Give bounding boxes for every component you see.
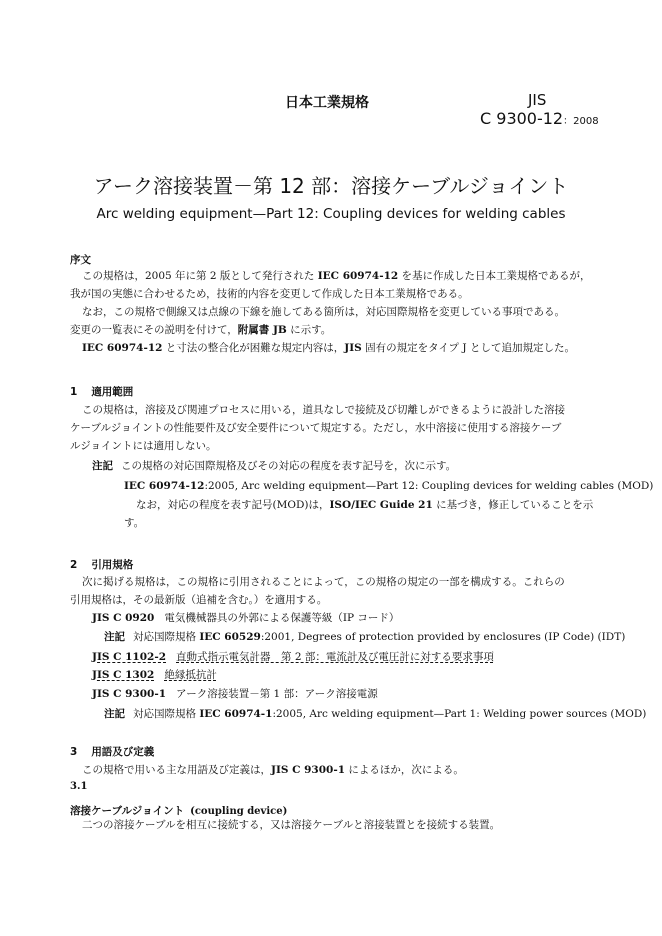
ref-jis-c-1102-2 [92, 649, 494, 665]
standard-code: JIS C 9300-1 [92, 688, 167, 700]
section-3-heading [70, 744, 154, 759]
text-run: この規格で用いる主な用語及び定義は， [82, 764, 271, 776]
section-1-intl-ref [124, 478, 653, 494]
standard-ref: IEC 60974-1 [199, 708, 273, 720]
foreword-p1-line2: 我が国の実態に合わせるため，技術的内容を変更して作成した日本工業規格である。 [70, 288, 469, 300]
foreword-p1-line1 [82, 268, 591, 284]
text-run: :2005, Arc welding equipment—Part 1: Welding power sources (MOD) [272, 708, 647, 720]
section-1-heading [70, 384, 133, 399]
text-run: に示す。 [286, 324, 332, 336]
text-run: に基づき，修正していることを示 [432, 499, 594, 511]
foreword-heading: 序文 [70, 254, 91, 266]
foreword-p2-line2 [70, 322, 331, 338]
guide-ref: ISO/IEC Guide 21 [329, 499, 433, 511]
note-label: 注記 [92, 460, 113, 472]
section-title: 用語及び定義 [91, 746, 155, 758]
term-jp: 溶接ケーブルジョイント [70, 805, 185, 817]
text-run: を基に作成した日本工業規格であるが， [398, 270, 591, 282]
standard-title: 電気機械器具の外郭による保護等級（IP コード） [164, 612, 400, 624]
standard-ref: IEC 60974-12 [317, 270, 399, 282]
section-title: 適用範囲 [91, 386, 134, 398]
standard-type-label: 日本工業規格 [285, 95, 369, 111]
standard-number: C 9300-12 [480, 109, 564, 128]
term-definition: 二つの溶接ケーブルを相互に接続する，又は溶接ケーブルと溶接装置とを接続する装置。 [82, 819, 501, 831]
section-1-mod-line1 [136, 497, 593, 513]
foreword-p2-line1: なお，この規格で側線又は点線の下線を施してある箇所は，対応国際規格を変更している事項である。 [82, 306, 565, 318]
text-run: :2001, Degrees of protection provided by enclosures (IP Code) (IDT) [260, 631, 626, 643]
section-1-line1: この規格は，溶接及び関連プロセスに用いる，道具なしで接続及び切離しができるように設計した溶接 [82, 404, 565, 416]
section-number: 3 [70, 746, 78, 758]
jis-label: JIS [528, 91, 547, 109]
standard-ref: IEC 60529 [199, 631, 261, 643]
section-title: 引用規格 [91, 559, 134, 571]
text-run: この規格は，2005 年に第 2 版として発行された [82, 270, 318, 282]
section-3-line1 [82, 762, 464, 778]
standard-title: 直動式指示電気計器 第 2 部：電流計及び電圧計に対する要求事項 [176, 651, 494, 663]
text-run: と寸法の整合化が困難な規定内容は， [162, 342, 345, 354]
standard-title: アーク溶接装置－第 1 部：アーク溶接電源 [176, 688, 378, 700]
note-label: 注記 [104, 708, 125, 720]
document-title-jp: アーク溶接装置－第 12 部：溶接ケーブルジョイント [93, 174, 569, 198]
section-number: 2 [70, 559, 78, 571]
section-1-line3: ルジョイントには適用しない。 [70, 440, 217, 452]
section-2-heading [70, 557, 133, 572]
annex-ref: 附属書 JB [237, 324, 287, 336]
text-run: によるほか，次による。 [345, 764, 464, 776]
standard-ref: IEC 60974-12 [124, 480, 205, 492]
text-run: :2005, Arc welding equipment—Part 12: Coupling devices for welding cables (MOD) [204, 480, 654, 492]
ref-jis-c-9300-1 [92, 686, 378, 702]
section-1-mod-line2: す。 [124, 517, 145, 529]
term-heading [70, 799, 287, 818]
jis-ref: JIS [344, 342, 362, 354]
section-2-line2: 引用規格は，その最新版（追補を含む。）を適用する。 [70, 594, 328, 606]
note-text: この規格の対応国際規格及びその対応の程度を表す記号を，次に示す。 [121, 460, 457, 472]
term-en: (coupling device) [190, 806, 288, 817]
text-run: 固有の規定をタイプ J として追加規定した。 [361, 342, 575, 354]
text-run: 変更の一覧表にその説明を付けて， [70, 324, 238, 336]
document-title-en: Arc welding equipment—Part 12: Coupling devices for welding cables [96, 206, 566, 222]
text-run: 対応国際規格 [133, 631, 200, 643]
standard-year: ：2008 [563, 116, 599, 127]
standard-ref: IEC 60974-12 [82, 342, 163, 354]
standard-code: JIS C 0920 [92, 612, 155, 624]
ref-jis-c-0920-note [104, 629, 625, 645]
section-1-line2: ケーブルジョイントの性能要件及び安全要件について規定する。ただし，水中溶接に使用する溶接ケーブ [70, 422, 562, 434]
section-2-line1: 次に掲げる規格は，この規格に引用されることによって，この規格の規定の一部を構成する。これらの [82, 576, 565, 588]
ref-jis-c-9300-1-note [104, 706, 646, 722]
note-label: 注記 [104, 631, 125, 643]
section-1-note [92, 458, 456, 474]
ref-jis-c-0920 [92, 610, 399, 626]
text-run: 対応国際規格 [133, 708, 200, 720]
section-number: 1 [70, 386, 78, 398]
text-run: なお，対応の程度を表す記号(MOD)は， [136, 499, 330, 511]
standard-ref: JIS C 9300-1 [271, 764, 346, 776]
subsection-3-1-number: 3.1 [70, 781, 88, 792]
standard-title: 絶縁抵抗計 [164, 669, 217, 681]
standard-code: JIS C 1302 [92, 669, 155, 681]
foreword-p3 [82, 340, 575, 356]
standard-code: JIS C 1102-2 [92, 651, 167, 663]
ref-jis-c-1302 [92, 667, 217, 683]
standard-code [480, 109, 599, 128]
